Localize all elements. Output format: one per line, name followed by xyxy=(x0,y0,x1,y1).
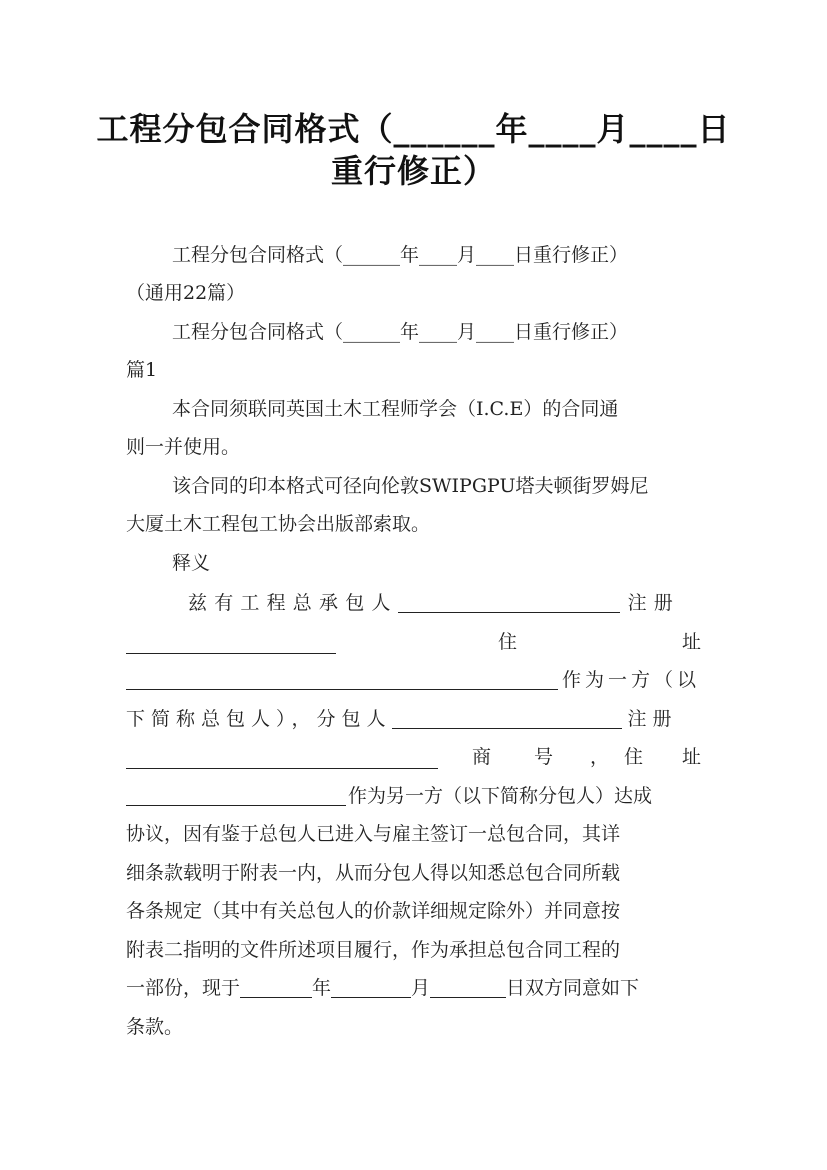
trade-name-label-part-1: 商 xyxy=(472,746,492,768)
party-one-text: 作为一方（以 xyxy=(562,669,701,691)
contract-body-line-6 xyxy=(126,777,652,815)
contractor-name-blank xyxy=(398,588,620,613)
intro-paragraph-line-1: 工程分包合同格式（______年____月____日重行修正） xyxy=(172,244,629,266)
month-blank xyxy=(331,973,411,998)
registered-label-2: 注册 xyxy=(627,708,678,730)
month-label: 月 xyxy=(411,977,431,999)
address-label-part-1: 住 xyxy=(498,631,518,653)
year-label: 年 xyxy=(312,977,332,999)
subcontractor-address-blank xyxy=(126,781,346,806)
section-heading-line-2: 篇1 xyxy=(126,359,158,381)
contract-body-line-10: 附表二指明的文件所述项目履行，作为承担总包合同工程的 xyxy=(126,939,621,961)
usage-paragraph-line-1: 本合同须联同英国土木工程师学会（I.C.E）的合同通 xyxy=(172,398,619,420)
day-blank xyxy=(430,973,506,998)
source-paragraph-line-1: 该合同的印本格式可径向伦敦SWIPGPU塔夫顿街罗姆尼 xyxy=(172,475,649,497)
document-title-line-1: 工程分包合同格式（______年____月____日 xyxy=(96,110,731,148)
contract-body-line-5 xyxy=(126,738,702,776)
contractor-address-blank xyxy=(126,665,558,690)
section-heading-line-1: 工程分包合同格式（______年____月____日重行修正） xyxy=(172,321,629,343)
contractor-label: 兹有工程总承包人 xyxy=(188,592,398,614)
contract-body-line-12: 条款。 xyxy=(126,1016,184,1038)
contract-body-line-1 xyxy=(188,584,680,622)
intro-paragraph-line-2: （通用22篇） xyxy=(126,282,246,304)
year-blank xyxy=(240,973,312,998)
trade-name-label-part-2: 号 xyxy=(534,746,554,768)
address-label-part-4: 址 xyxy=(682,746,702,768)
contract-body-line-11 xyxy=(126,969,639,1007)
comma: ， xyxy=(590,746,610,768)
address-label-part-3: 住 xyxy=(624,746,644,768)
party-two-text: 作为另一方（以下简称分包人）达成 xyxy=(348,785,653,807)
date-intro-text: 一部份，现于 xyxy=(126,977,241,999)
registration-blank xyxy=(126,629,336,654)
agreement-text: 日双方同意如下 xyxy=(506,977,640,999)
contract-body-line-3 xyxy=(126,661,700,699)
subcontractor-label: 下简称总包人），分包人 xyxy=(126,708,392,730)
subcontractor-registration-blank xyxy=(126,744,438,769)
contract-body-line-7: 协议，因有鉴于总包人已进入与雇主签订一总包合同，其详 xyxy=(126,823,621,845)
contract-body-line-8: 细条款载明于附表一内，从而分包人得以知悉总包合同所载 xyxy=(126,862,621,884)
contract-body-line-2 xyxy=(126,623,702,661)
definitions-heading: 释义 xyxy=(172,552,211,574)
contract-body-line-4 xyxy=(126,700,678,738)
source-paragraph-line-2: 大厦土木工程包工协会出版部索取。 xyxy=(126,513,431,535)
registered-label: 注册 xyxy=(627,592,681,614)
contract-body-line-9: 各条规定（其中有关总包人的价款详细规定除外）并同意按 xyxy=(126,900,621,922)
address-label-part-2: 址 xyxy=(682,631,702,653)
usage-paragraph-line-2: 则一并使用。 xyxy=(126,436,241,458)
subcontractor-name-blank xyxy=(392,704,622,729)
document-title-line-2: 重行修正） xyxy=(330,152,496,190)
